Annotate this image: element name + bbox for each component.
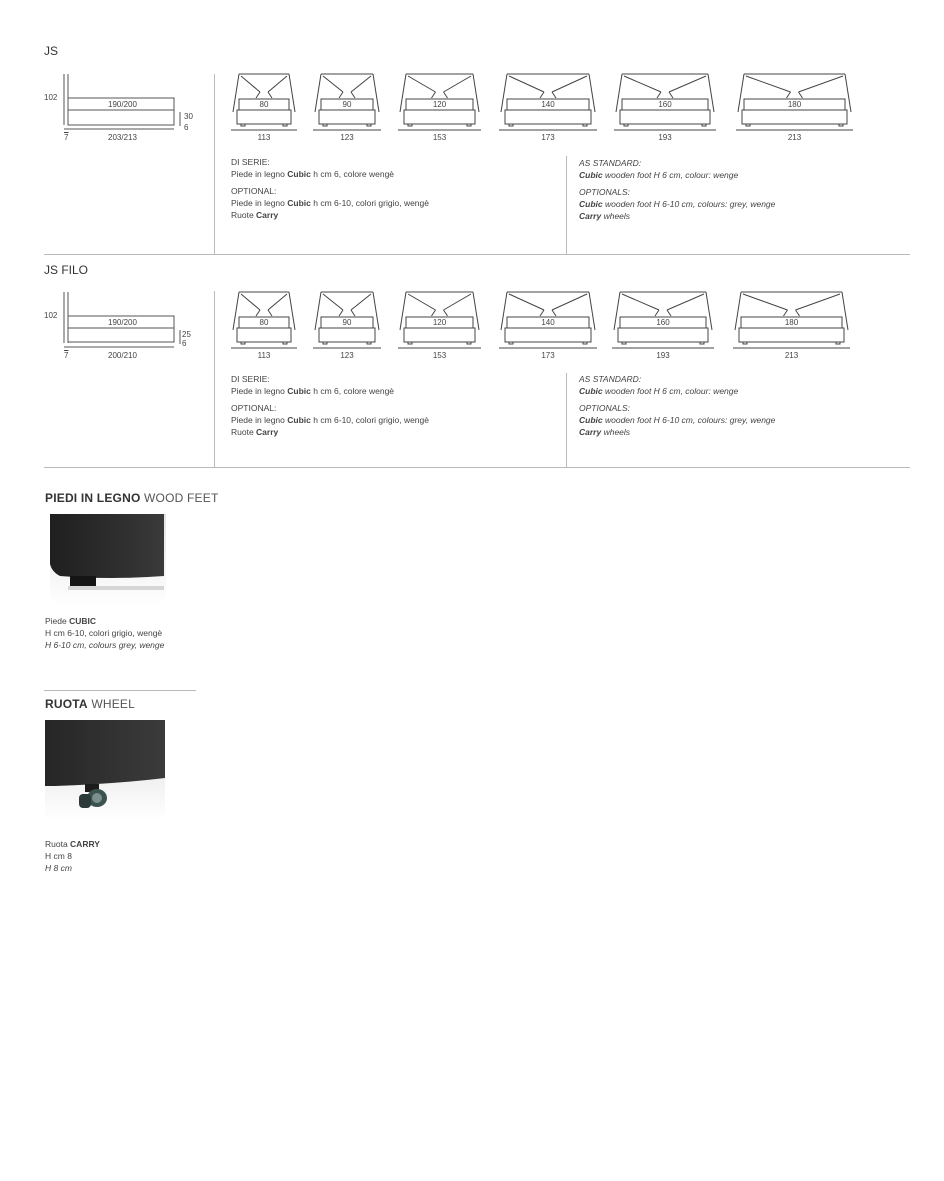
section-divider [44, 467, 910, 468]
notes-english-js [579, 157, 899, 222]
mattress-width-label: 180 [787, 100, 802, 109]
cubic-caption: Piede CUBIC H cm 6-10, colori grigio, wengè H 6-10 cm, colours grey, wenge [45, 616, 165, 650]
bed-front-view [614, 72, 716, 144]
optional-text: Piede in legno Cubic h cm 6-10, colori grigio, wengè [231, 415, 429, 425]
divider-vertical [214, 74, 215, 254]
carry-caption: Ruota CARRY H cm 8 H 8 cm [45, 839, 100, 873]
cubic-foot-photo [50, 514, 166, 606]
optional-text: Piede in legno Cubic h cm 6-10, colori grigio, wengè [231, 198, 429, 208]
standard-label: DI SERIE: [231, 374, 270, 384]
bed-width-label: 153 [432, 351, 447, 360]
mattress-width-label: 90 [342, 100, 352, 109]
optional-label: OPTIONAL: [231, 403, 277, 413]
bed-width-label: 123 [340, 351, 354, 360]
bed-width-label: 123 [340, 133, 354, 142]
bed-width-label: 173 [541, 133, 555, 142]
foot-marker-label: 7 [64, 133, 69, 142]
standard-label: DI SERIE: [231, 157, 270, 167]
mattress-width-label: 80 [259, 318, 269, 327]
optional-label: OPTIONAL: [231, 186, 277, 196]
bed-front-view [231, 72, 297, 144]
mattress-width-label: 90 [342, 318, 352, 327]
mattress-width-label: 180 [784, 318, 799, 327]
wheel-title: RUOTA WHEEL [45, 697, 136, 711]
total-height-label: 30 [184, 112, 193, 121]
foot-height-label: 6 [182, 339, 187, 348]
foot-marker-label: 7 [64, 351, 69, 360]
divider-vertical [566, 373, 567, 467]
mattress-width-label: 120 [432, 318, 447, 327]
standard-text: Cubic wooden foot H 6 cm, colour: wenge [579, 386, 739, 396]
standard-label: AS STANDARD: [579, 158, 642, 168]
standard-text: Cubic wooden foot H 6 cm, colour: wenge [579, 170, 739, 180]
section-divider [44, 254, 910, 255]
wheels-text: Carry wheels [579, 427, 631, 437]
standard-label: AS STANDARD: [579, 374, 642, 384]
bed-front-view [733, 290, 850, 362]
bed-width-label: 113 [257, 351, 271, 360]
section-title-js: JS [44, 44, 59, 58]
notes-italian-js-filo [231, 373, 551, 438]
bed-front-view [398, 290, 481, 362]
bed-front-view [313, 72, 381, 144]
height-label: 102 [44, 311, 58, 320]
bed-front-view [499, 290, 597, 362]
mattress-width-label: 140 [541, 100, 555, 109]
foot-height-label: 6 [184, 123, 189, 132]
mattress-width-label: 120 [432, 100, 447, 109]
notes-italian-js [231, 156, 551, 221]
mattress-width-label: 160 [656, 318, 670, 327]
feature-divider [44, 690, 196, 691]
notes-english-js-filo [579, 373, 899, 438]
mattress-length-label: 190/200 [108, 100, 137, 109]
divider-vertical [214, 291, 215, 467]
total-length-label: 200/210 [108, 351, 137, 360]
optional-text: Cubic wooden foot H 6-10 cm, colours: grey, wenge [579, 415, 776, 425]
mattress-width-label: 160 [658, 100, 672, 109]
bed-front-view [231, 290, 297, 362]
divider-vertical [566, 156, 567, 254]
total-length-label: 203/213 [108, 133, 137, 142]
mattress-length-label: 190/200 [108, 318, 137, 327]
mattress-width-label: 140 [541, 318, 555, 327]
bed-width-label: 193 [658, 133, 672, 142]
wood-feet-title: PIEDI IN LEGNO WOOD FEET [45, 491, 219, 505]
bed-width-label: 153 [432, 133, 447, 142]
wheels-text: Carry wheels [579, 211, 631, 221]
bed-front-view [612, 290, 714, 362]
height-label: 102 [44, 93, 58, 102]
optional-text: Cubic wooden foot H 6-10 cm, colours: grey, wenge [579, 199, 776, 209]
bed-width-label: 113 [257, 133, 271, 142]
standard-text: Piede in legno Cubic h cm 6, colore wengè [231, 169, 395, 179]
bed-front-view [313, 290, 381, 362]
side-view-js-filo [44, 290, 204, 360]
standard-text: Piede in legno Cubic h cm 6, colore wengè [231, 386, 395, 396]
carry-wheel-photo [45, 720, 165, 820]
side-view-js [44, 72, 204, 142]
bed-front-view [398, 72, 481, 144]
bed-width-label: 193 [656, 351, 670, 360]
bed-width-label: 213 [784, 351, 799, 360]
bed-width-label: 213 [787, 133, 802, 142]
bed-front-view [736, 72, 853, 144]
total-height-label: 25 [182, 330, 191, 339]
mattress-width-label: 80 [259, 100, 269, 109]
wheels-text: Ruote Carry [231, 427, 279, 437]
bed-width-label: 173 [541, 351, 555, 360]
optional-label: OPTIONALS: [579, 187, 631, 197]
bed-front-view [499, 72, 597, 144]
wheels-text: Ruote Carry [231, 210, 279, 220]
optional-label: OPTIONALS: [579, 403, 631, 413]
section-title-js-filo: JS FILO [44, 263, 89, 277]
